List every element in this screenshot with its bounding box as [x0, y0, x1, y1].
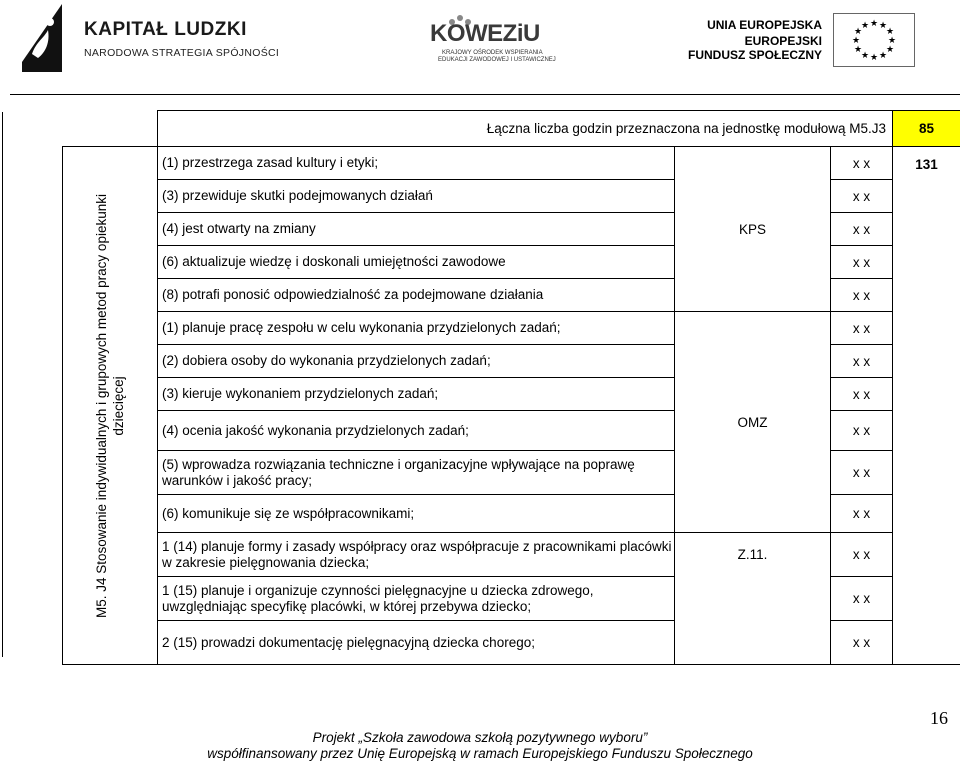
table-row: [63, 180, 960, 213]
outcome-desc: (1) przestrzega zasad kultury i etyki;: [158, 147, 675, 180]
outcome-desc: (6) aktualizuje wiedzę i doskonali umiejętności zawodowe: [158, 246, 675, 279]
svg-text:★: ★: [869, 19, 879, 29]
page-number: 16: [930, 708, 948, 728]
outcome-desc: (5) wprowadza rozwiązania techniczne i organizacyjne wpływające na poprawę warunków i jakość pracy;: [158, 451, 675, 495]
outcome-mark: x x: [831, 577, 893, 621]
table-row: [63, 147, 960, 180]
kowezu-subtitle-2: EDUKACJI ZAWODOWEJ I USTAWICZNEJ: [438, 57, 556, 63]
page-header: [0, 0, 960, 95]
outcome-desc: (2) dobiera osoby do wykonania przydzielonych zadań;: [158, 345, 675, 378]
code-cell: [675, 378, 831, 411]
code-kps: KPS: [675, 213, 831, 246]
svg-text:★: ★: [851, 36, 861, 46]
table-row: [63, 577, 960, 621]
eu-line-3: FUNDUSZ SPOŁECZNY: [687, 48, 822, 62]
eu-logo: [687, 10, 930, 80]
left-margin-line: [2, 112, 3, 657]
outcome-mark: x x: [831, 451, 893, 495]
outcome-desc: (8) potrafi ponosić odpowiedzialność za podejmowane działania: [158, 279, 675, 312]
outcome-desc: (1) planuje pracę zespołu w celu wykonania przydzielonych zadań;: [158, 312, 675, 345]
svg-text:★: ★: [853, 27, 863, 37]
outcome-mark: x x: [831, 533, 893, 577]
table-row: [63, 345, 960, 378]
svg-text:★: ★: [860, 51, 870, 61]
code-cell: [675, 451, 831, 495]
outcome-desc: 2 (15) prowadzi dokumentację pielęgnacyjną dziecka chorego;: [158, 621, 675, 665]
code-cell: [675, 621, 831, 665]
total-hours-label: Łączna liczba godzin przeznaczona na jednostkę modułową M5.J3: [158, 111, 893, 147]
svg-text:★: ★: [885, 45, 895, 55]
table-row: [63, 213, 960, 246]
outcome-mark: x x: [831, 621, 893, 665]
outcome-mark: x x: [831, 378, 893, 411]
outcome-mark: x x: [831, 495, 893, 533]
kapital-ludzki-title: KAPITAŁ LUDZKI: [84, 19, 247, 40]
code-z11: Z.11.: [675, 533, 831, 577]
outcome-desc: 1 (14) planuje formy i zasady współpracy oraz współpracuje z pracownikami placówki w zakresie pielęgnowania dziecka;: [158, 533, 675, 577]
kowezu-title: KOWEZiU: [430, 20, 540, 47]
svg-text:★: ★: [878, 21, 888, 31]
table-row: [63, 312, 960, 345]
header-divider: [10, 94, 960, 95]
table-row: [63, 533, 960, 577]
kapital-ludzki-subtitle: NARODOWA STRATEGIA SPÓJNOŚCI: [84, 47, 280, 59]
table-row: [63, 451, 960, 495]
footer-funding-line: współfinansowany przez Unię Europejską w ramach Europejskiego Funduszu Społecznego: [207, 746, 753, 761]
svg-text:★: ★: [878, 51, 888, 61]
outcome-desc: (3) przewiduje skutki podejmowanych działań: [158, 180, 675, 213]
module-side-text: M5. J4 Stosowanie indywidualnych i grupowych metod pracy opiekunki dziecięcej: [94, 193, 126, 618]
kowezu-subtitle-1: KRAJOWY OŚRODEK WSPIERANIA: [442, 50, 543, 56]
outcome-mark: x x: [831, 147, 893, 180]
outcome-mark: x x: [831, 279, 893, 312]
code-cell: [675, 577, 831, 621]
learning-outcomes-table: [62, 110, 960, 665]
kowezu-logo: [420, 10, 570, 70]
outcome-desc: (4) jest otwarty na zmiany: [158, 213, 675, 246]
code-cell: [675, 279, 831, 312]
outcome-mark: x x: [831, 180, 893, 213]
outcome-desc: (6) komunikuje się ze współpracownikami;: [158, 495, 675, 533]
code-cell: [675, 312, 831, 345]
outcome-mark: x x: [831, 312, 893, 345]
table-row: [63, 621, 960, 665]
footer-project-line: Projekt „Szkoła zawodowa szkołą pozytywnego wyboru”: [312, 730, 648, 745]
outcome-mark: x x: [831, 246, 893, 279]
kapital-ludzki-emblem-icon: [18, 2, 66, 72]
outcome-mark: x x: [831, 345, 893, 378]
code-cell: [675, 345, 831, 378]
outcome-desc: 1 (15) planuje i organizuje czynności pielęgnacyjne u dziecka zdrowego, uwzględniając specyfikę placówki, w której przebywa dziecko;: [158, 577, 675, 621]
code-cell: [675, 147, 831, 180]
table-row: [63, 279, 960, 312]
outcome-desc: (3) kieruje wykonaniem przydzielonych zadań;: [158, 378, 675, 411]
total-hours-value: 85: [893, 111, 960, 147]
kapital-ludzki-logo: [18, 2, 280, 74]
eu-line-2: EUROPEJSKI: [744, 34, 822, 48]
table-row: [63, 378, 960, 411]
svg-text:★: ★: [885, 27, 895, 37]
table-row: [63, 495, 960, 533]
svg-text:★: ★: [853, 45, 863, 55]
svg-text:★: ★: [887, 36, 897, 46]
code-omz: OMZ: [675, 411, 831, 451]
outcome-mark: x x: [831, 213, 893, 246]
table-row: [63, 246, 960, 279]
svg-text:★: ★: [860, 21, 870, 31]
code-cell: [675, 495, 831, 533]
module-side-label: [63, 147, 158, 665]
eu-flag-icon: [833, 13, 915, 67]
code-cell: [675, 246, 831, 279]
outcome-mark: x x: [831, 411, 893, 451]
module-hours: 131: [893, 147, 960, 180]
code-cell: [675, 180, 831, 213]
svg-text:★: ★: [869, 53, 879, 63]
table-row: [63, 411, 960, 451]
total-row: [63, 111, 960, 147]
eu-line-1: UNIA EUROPEJSKA: [707, 18, 822, 32]
outcome-desc: (4) ocenia jakość wykonania przydzielonych zadań;: [158, 411, 675, 451]
